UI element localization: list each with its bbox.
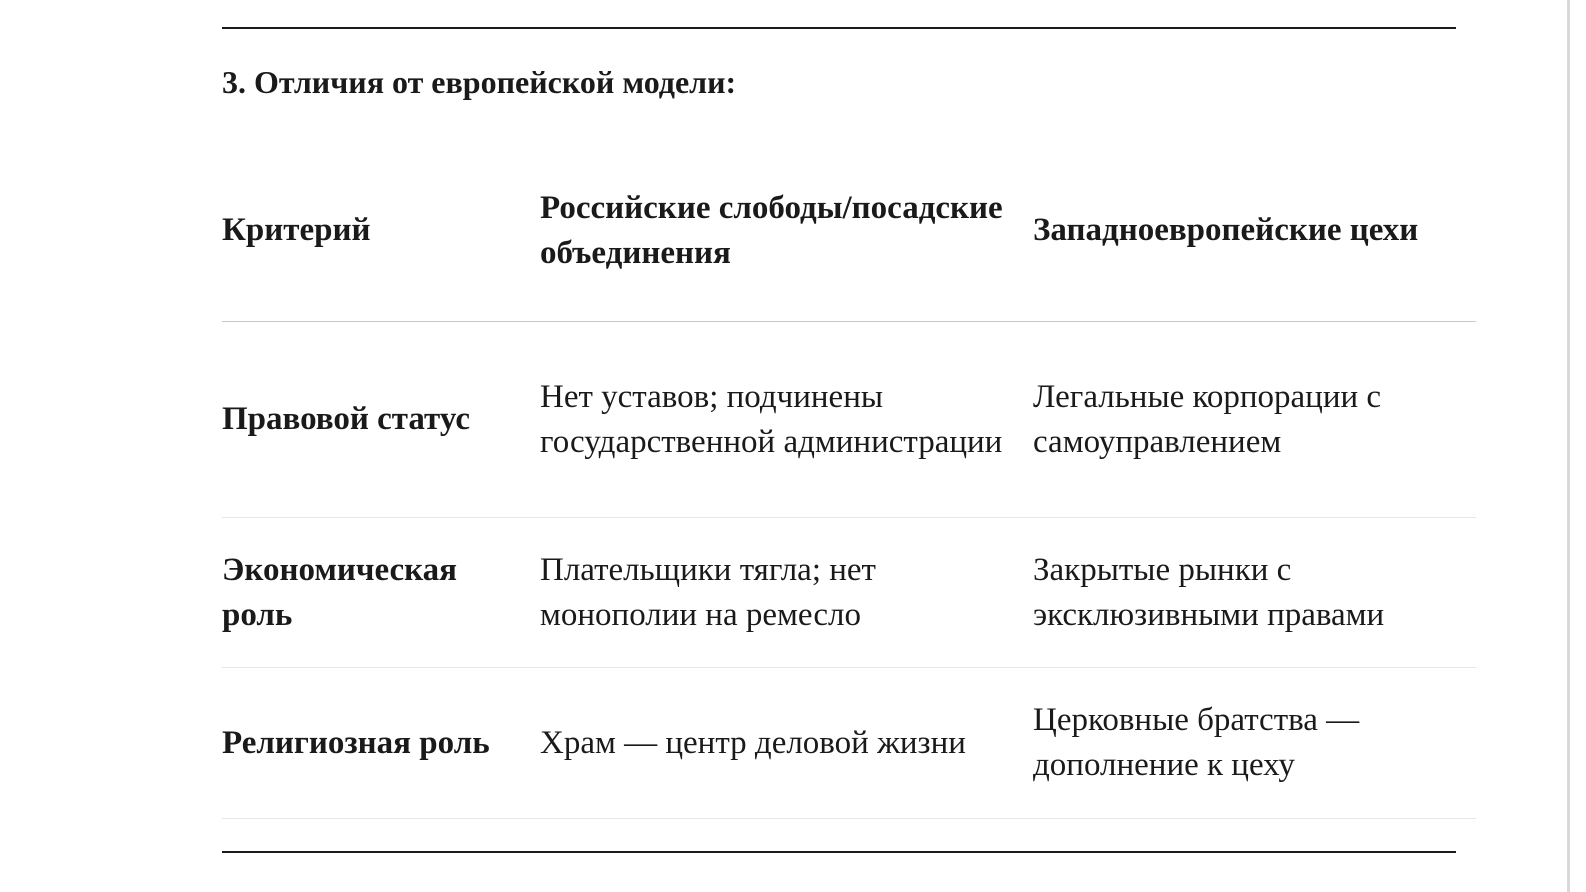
table-row [222,322,1476,518]
table-row [222,518,1476,668]
section-heading: 3. Отличия от европейской модели: [222,64,737,100]
row-criterion: Правовой статус [222,322,540,518]
table-row [222,668,1476,819]
row-russian: Храм — центр деловой жизни [540,668,1033,819]
row-western: Церковные братства — дополнение к цеху [1033,668,1476,819]
table-header-row [222,140,1476,322]
row-russian: Плательщики тягла; нет монополии на ремесло [540,518,1033,668]
row-western: Легальные корпорации с самоуправлением [1033,322,1476,518]
row-western: Закрытые рынки с эксклюзивными правами [1033,518,1476,668]
document-page [222,0,1476,892]
comparison-table [222,140,1476,819]
scrollbar[interactable] [1567,0,1570,892]
row-criterion: Религиозная роль [222,668,540,819]
header-russian: Российские слободы/посадские объединения [540,140,1033,322]
top-divider [222,27,1456,29]
row-russian: Нет уставов; подчинены государственной администрации [540,322,1033,518]
row-criterion: Экономическая роль [222,518,540,668]
header-criterion: Критерий [222,140,540,322]
header-western: Западноевропейские цехи [1033,140,1476,322]
bottom-divider [222,851,1456,853]
